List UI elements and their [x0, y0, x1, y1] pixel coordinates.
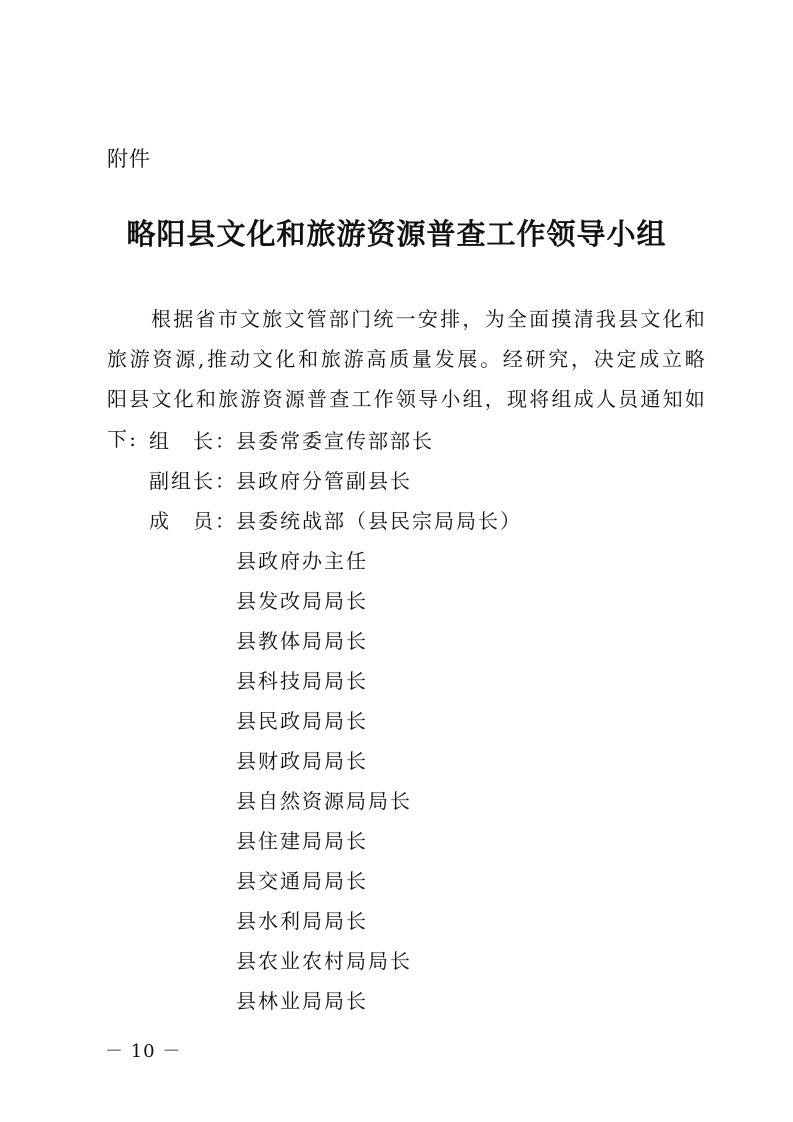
list-item: 县民政局局长 [236, 708, 368, 733]
list-item: 县政府办主任 [236, 548, 368, 573]
list-item: 县住建局局长 [236, 828, 368, 853]
document-title: 略阳县文化和旅游资源普查工作领导小组 [126, 217, 667, 251]
members-row [149, 499, 709, 539]
deputy-value: 县政府分管副县长 [236, 468, 412, 493]
roster [149, 419, 709, 1019]
list-item: 县教体局局长 [236, 628, 368, 653]
member-first: 县委统战部（县民宗局局长） [236, 508, 522, 533]
leader-row [149, 419, 709, 459]
members-list [149, 539, 709, 1019]
leader-label: 组 长： [149, 428, 237, 453]
list-item: 县财政局局长 [236, 748, 368, 773]
list-item: 县水利局局长 [236, 908, 368, 933]
members-label: 成 员： [149, 508, 237, 533]
list-item: 县自然资源局局长 [236, 788, 412, 813]
deputy-label: 副组长： [149, 468, 237, 493]
list-item: 县农业农村局局长 [236, 948, 412, 973]
list-item: 县林业局局长 [236, 988, 368, 1013]
intro-paragraph: 根据省市文旅文管部门统一安排，为全面摸清我县文化和旅游资源,推动文化和旅游高质量发展。经研究，决定成立略阳县文化和旅游资源普查工作领导小组，现将组成人员通知如下: [107, 307, 707, 451]
list-item: 县交通局局长 [236, 868, 368, 893]
page-number: － 10 － [105, 1041, 182, 1062]
list-item: 县科技局局长 [236, 668, 368, 693]
attachment-label: 附件 [107, 147, 151, 171]
deputy-row [149, 459, 709, 499]
leader-value: 县委常委宣传部部长 [236, 428, 434, 453]
list-item: 县发改局局长 [236, 588, 368, 613]
